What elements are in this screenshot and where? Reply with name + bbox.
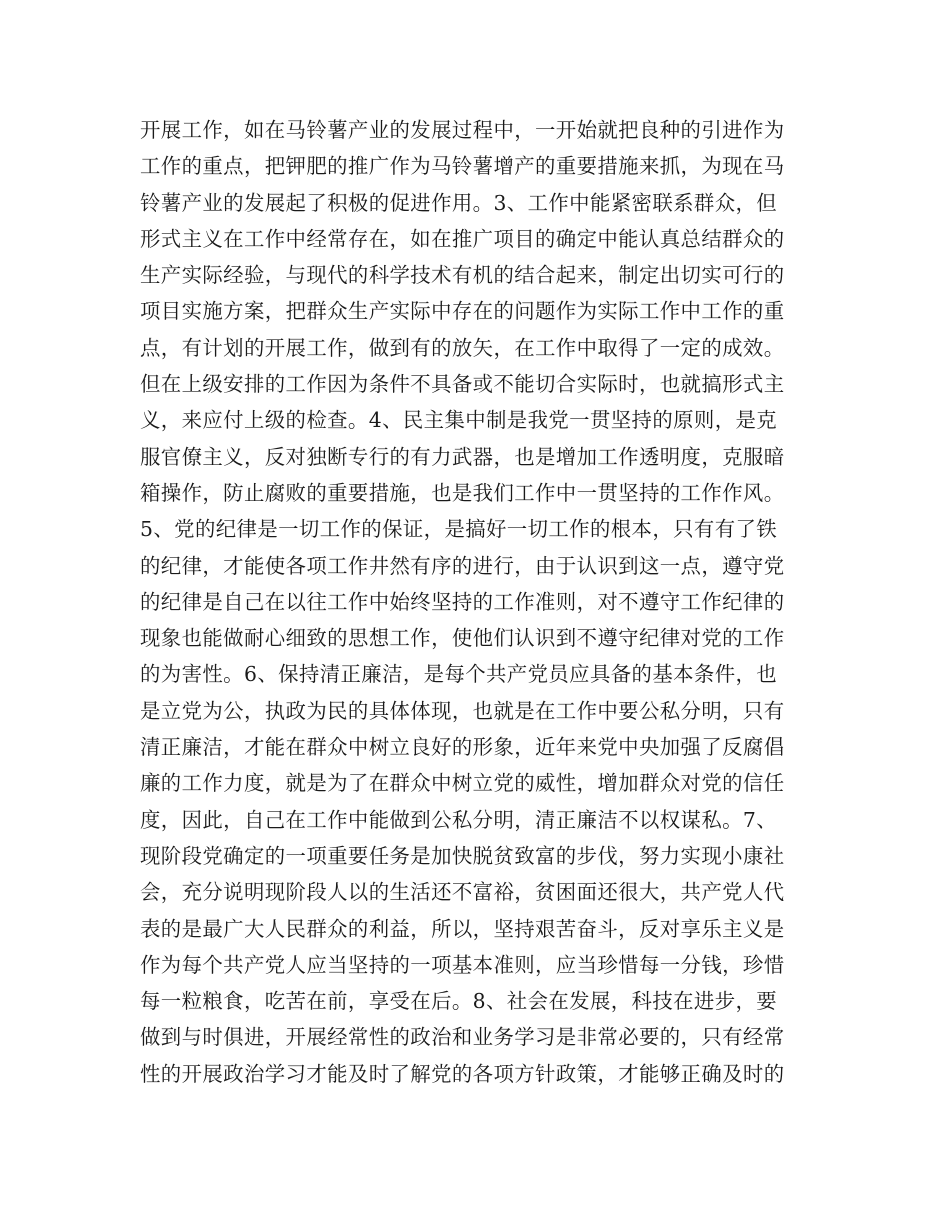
text-line: 表的是最广大人民群众的利益，所以，坚持艰苦奋斗，反对享乐主义是 xyxy=(140,916,785,941)
text-line: 生产实际经验，与现代的科学技术有机的结合起来，制定出切实可行的 xyxy=(140,263,785,288)
text-line: 廉的工作力度，就是为了在群众中树立党的威性，增加群众对党的信任 xyxy=(140,771,785,796)
text-line: 清正廉洁，才能在群众中树立良好的形象，近年来党中央加强了反腐倡 xyxy=(140,735,785,760)
text-line: 性的开展政治学习才能及时了解党的各项方针政策，才能够正确及时的 xyxy=(140,1061,785,1086)
text-line: 的纪律是自己在以往工作中始终坚持的工作准则，对不遵守工作纪律的 xyxy=(140,589,785,614)
text-line: 的为害性。6、保持清正廉洁，是每个共产党员应具备的基本条件，也 xyxy=(140,662,778,687)
text-line: 作为每个共产党人应当坚持的一项基本准则，应当珍惜每一分钱，珍惜 xyxy=(140,952,785,977)
text-line: 项目实施方案，把群众生产实际中存在的问题作为实际工作中工作的重 xyxy=(140,299,785,324)
text-line: 现象也能做耐心细致的思想工作，使他们认识到不遵守纪律对党的工作 xyxy=(140,626,785,651)
text-line: 5、党的纪律是一切工作的保证，是搞好一切工作的根本，只有有了铁 xyxy=(140,517,778,542)
text-line: 的纪律，才能使各项工作井然有序的进行，由于认识到这一点，遵守党 xyxy=(140,553,785,578)
text-line: 形式主义在工作中经常存在，如在推广项目的确定中能认真总结群众的 xyxy=(140,226,785,251)
text-line: 会，充分说明现阶段人以的生活还不富裕，贫困面还很大，共产党人代 xyxy=(140,880,785,905)
text-line: 义，来应付上级的检查。4、民主集中制是我党一贯坚持的原则，是克 xyxy=(140,408,778,433)
body-text xyxy=(140,112,830,1092)
text-line: 服官僚主义，反对独断专行的有力武器，也是增加工作透明度，克服暗 xyxy=(140,444,785,469)
text-line: 现阶段党确定的一项重要任务是加快脱贫致富的步伐，努力实现小康社 xyxy=(140,843,785,868)
text-line: 工作的重点，把钾肥的推广作为马铃薯增产的重要措施来抓，为现在马 xyxy=(140,154,785,179)
text-line: 点，有计划的开展工作，做到有的放矢，在工作中取得了一定的成效。 xyxy=(140,335,785,360)
text-line: 度，因此，自己在工作中能做到公私分明，清正廉洁不以权谋私。7、 xyxy=(140,807,778,832)
text-line: 铃薯产业的发展起了积极的促进作用。3、工作中能紧密联系群众，但 xyxy=(140,190,778,215)
text-line: 是立党为公，执政为民的具体体现，也就是在工作中要公私分明，只有 xyxy=(140,698,785,723)
text-line: 做到与时俱进，开展经常性的政治和业务学习是非常必要的，只有经常 xyxy=(140,1025,785,1050)
text-line: 但在上级安排的工作因为条件不具备或不能切合实际时，也就搞形式主 xyxy=(140,372,785,397)
text-line: 开展工作，如在马铃薯产业的发展过程中，一开始就把良种的引进作为 xyxy=(140,118,785,142)
text-line: 箱操作，防止腐败的重要措施，也是我们工作中一贯坚持的工作作风。 xyxy=(140,480,785,505)
text-line: 每一粒粮食，吃苦在前，享受在后。8、社会在发展，科技在进步，要 xyxy=(140,989,778,1014)
